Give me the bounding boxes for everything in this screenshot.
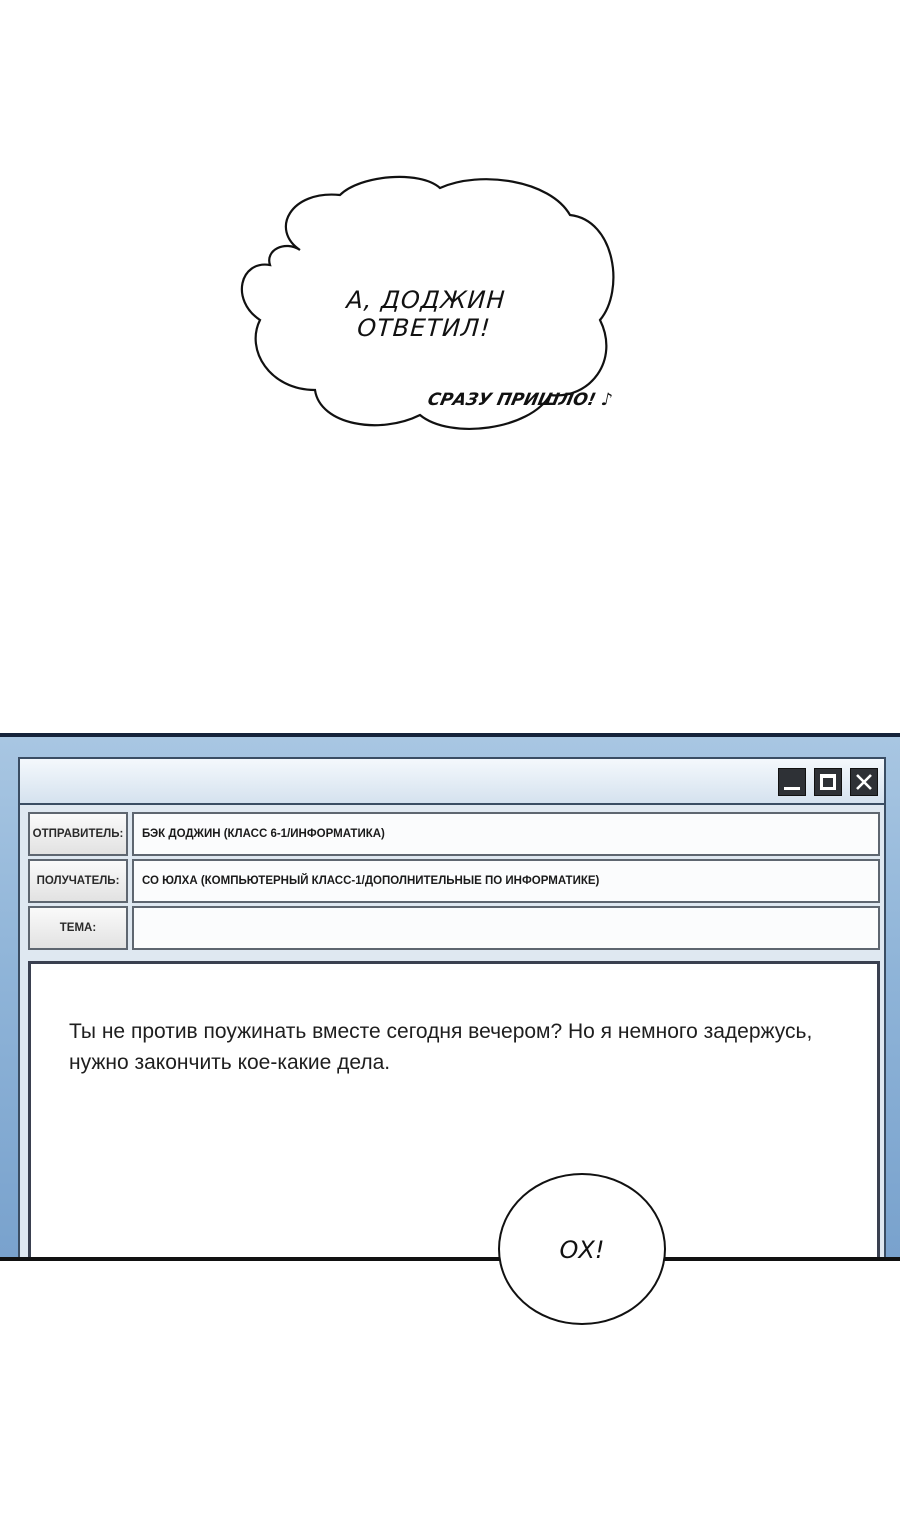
minimize-icon[interactable] bbox=[778, 768, 806, 796]
recipient-field[interactable]: СО ЮЛХА (КОМПЬЮТЕРНЫЙ КЛАСС-1/ДОПОЛНИТЕЛЬНЫЕ ПО ИНФОРМАТИКЕ) bbox=[132, 859, 880, 903]
subject-row bbox=[28, 906, 880, 950]
recipient-label: ПОЛУЧАТЕЛЬ: bbox=[28, 859, 128, 903]
recipient-row bbox=[28, 859, 880, 903]
subject-label: ТЕМА: bbox=[28, 906, 128, 950]
subject-field[interactable] bbox=[132, 906, 880, 950]
sender-row bbox=[28, 812, 880, 856]
maximize-icon[interactable] bbox=[814, 768, 842, 796]
email-window bbox=[18, 757, 886, 1261]
speech-bubble-text: ОХ! bbox=[559, 1236, 605, 1264]
sender-label: ОТПРАВИТЕЛЬ: bbox=[28, 812, 128, 856]
window-titlebar bbox=[20, 759, 884, 805]
sender-field[interactable]: БЭК ДОДЖИН (КЛАСС 6-1/ИНФОРМАТИКА) bbox=[132, 812, 880, 856]
close-icon[interactable] bbox=[850, 768, 878, 796]
message-text: Ты не против поужинать вместе сегодня вечером? Но я немного задержусь, нужно закончить кое-какие дела. bbox=[69, 1020, 813, 1074]
thought-main-text: А, ДОДЖИН ОТВЕТИЛ! bbox=[345, 286, 507, 342]
thought-sub-text: СРАЗУ ПРИШЛО! ♪ bbox=[425, 390, 615, 410]
message-body[interactable] bbox=[28, 961, 880, 1261]
email-panel bbox=[0, 733, 900, 1261]
